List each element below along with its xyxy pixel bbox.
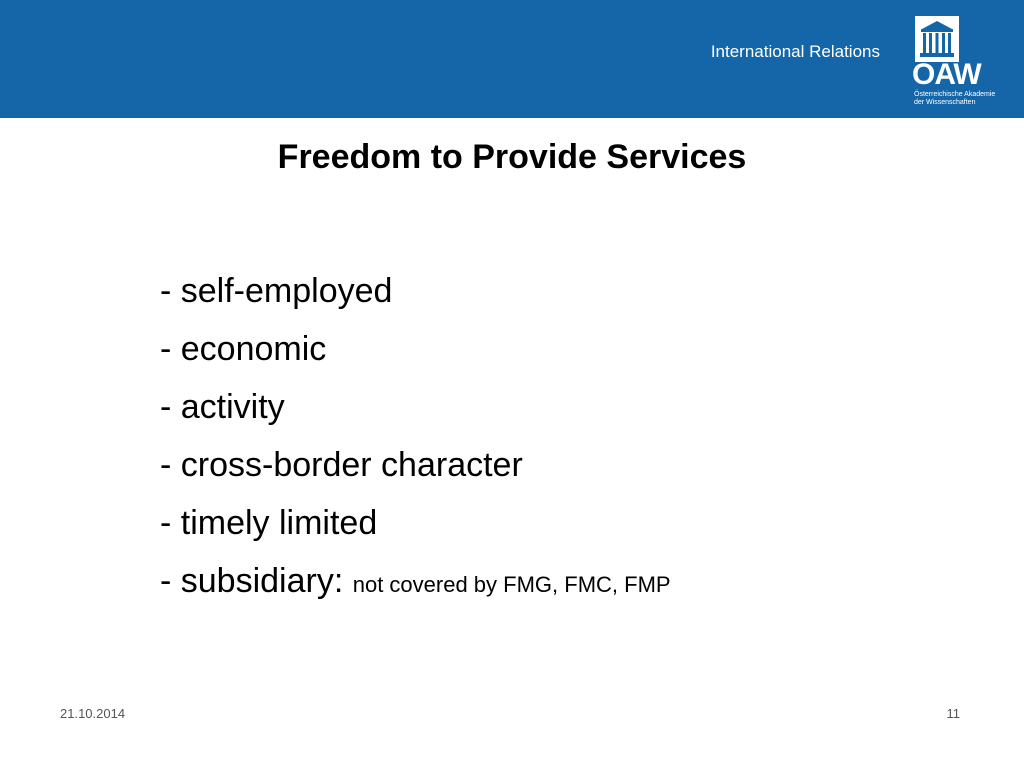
academy-building-icon bbox=[915, 16, 959, 62]
slide-title: Freedom to Provide Services bbox=[277, 138, 747, 176]
header-bar bbox=[0, 0, 1024, 118]
oaw-logo bbox=[912, 16, 1012, 110]
bullet-item bbox=[160, 320, 671, 378]
bullet-text: - timely limited bbox=[160, 504, 378, 542]
logo-subtitle bbox=[914, 91, 1014, 107]
bullet-note: not covered by FMG, FMC, FMP bbox=[352, 572, 671, 597]
bullet-item bbox=[160, 436, 671, 494]
logo-subtitle-line2: der Wissenschaften bbox=[914, 99, 976, 106]
bullet-text: - self-employed bbox=[160, 272, 393, 310]
bullet-item bbox=[160, 494, 671, 552]
bullet-item bbox=[160, 552, 671, 614]
bullet-text: - activity bbox=[160, 388, 285, 426]
bullet-item bbox=[160, 262, 671, 320]
footer-date: 21.10.2014 bbox=[60, 706, 126, 721]
bullet-text: - economic bbox=[160, 330, 327, 368]
bullet-list bbox=[160, 262, 671, 614]
header-title: International Relations bbox=[710, 42, 880, 61]
logo-acronym: ÖAW bbox=[912, 58, 981, 91]
bullet-text: - cross-border character bbox=[160, 446, 523, 484]
page-number: 11 bbox=[946, 706, 960, 721]
bullet-text: - subsidiary: bbox=[160, 562, 344, 600]
bullet-item bbox=[160, 378, 671, 436]
logo-subtitle-line1: Österreichische Akademie bbox=[914, 91, 996, 98]
